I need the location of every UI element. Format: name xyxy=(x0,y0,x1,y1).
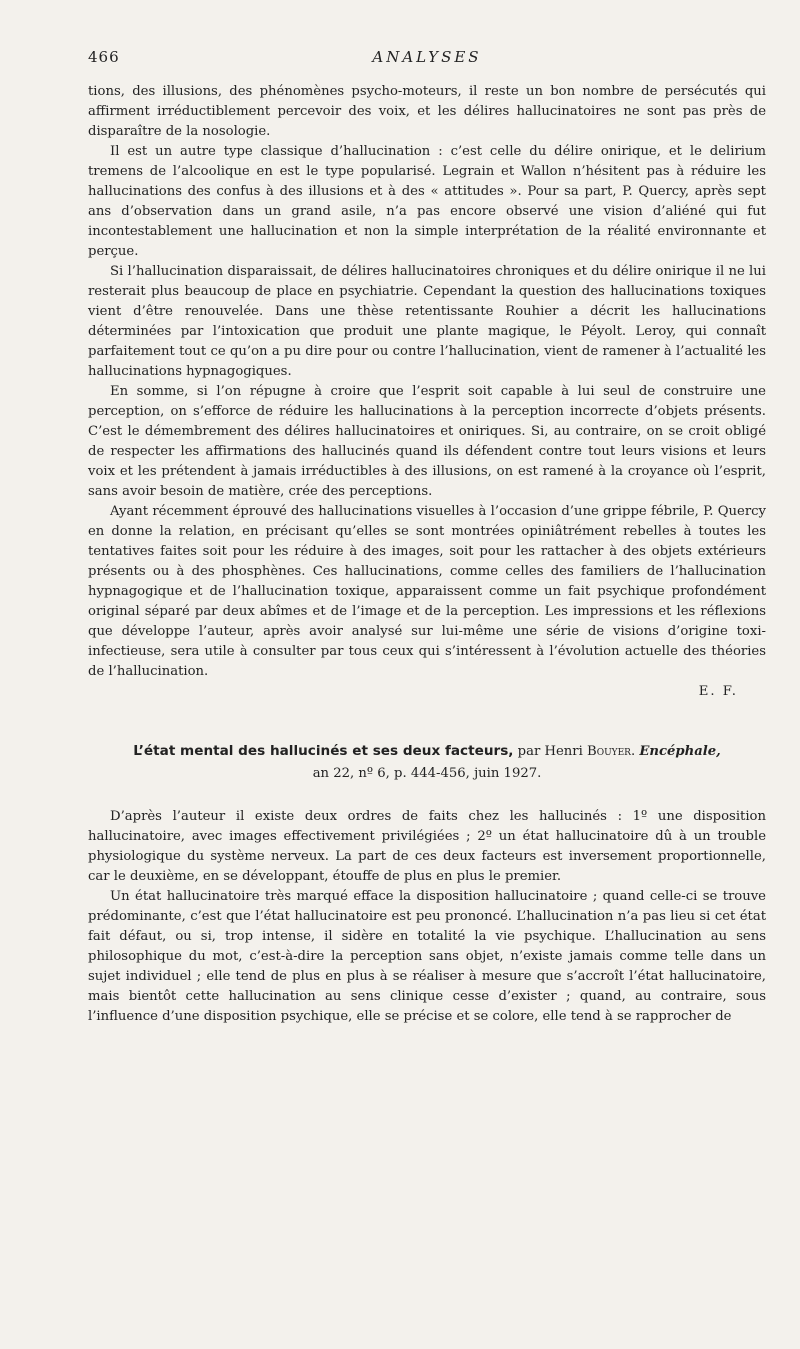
running-title: ANALYSES xyxy=(372,48,482,66)
review1-paragraph: Si l’hallucination disparaissait, de délires hallucinatoires chroniques et du délire onirique il ne lui resterait plus beaucoup de place en psychiatrie. Cependant la question des hallucinations toxiques vient d’être renouvelée. Dans une thèse retentissante Rouhier a décrit les hallucinations déterminées par l’intoxication que produit une plante magique, le Péyolt. Leroy, qui connaît parfaitement tout ce qu’on a pu dire pour ou contre l’hallucination, vient de ramener à l’actualité les hallucinations hypnagogiques. xyxy=(88,264,766,379)
review2-paragraph: D’après l’auteur il existe deux ordres de faits chez les hallucinés : 1º une disposition hallucinatoire, avec images effectivement privilégiées ; 2º un état hallucinatoire dû à un trouble physiologique du système nerveux. La part de ces deux facteurs est inversement proportionnelle, car le deuxième, en se développant, étouffe de plus en plus le premier. xyxy=(88,809,766,884)
author-first-name: Henri xyxy=(544,744,583,759)
journal-name: Encéphale, xyxy=(639,744,721,759)
author-last-name: Bouyer. xyxy=(587,744,636,759)
review1-paragraph: Il est un autre type classique d’hallucination : c’est celle du délire onirique, et le delirium tremens de l’alcoolique en est le type popularisé. Legrain et Wallon n’hésitent pas à réduire les hallucinations des confus à des illusions et à des « attitudes ». Pour sa part, P. Quercy, après sept ans d’observation dans un grand asile, n’a pas encore observé une vision d’aliéné qui fut incontestablement une hallucination et non la simple interprétation de la réalité environnante et perçue. xyxy=(88,144,766,259)
running-head xyxy=(88,48,766,82)
review1-signature: E. F. xyxy=(698,684,738,699)
article-heading xyxy=(88,740,766,785)
article-title: L’état mental des hallucinés et ses deux facteurs, xyxy=(133,743,514,759)
review1-paragraph: En somme, si l’on répugne à croire que l’esprit soit capable à lui seul de construire une perception, on s’efforce de réduire les hallucinations à la perception incorrecte d’objets présents. C’est le démembrement des délires hallucinatoires et oniriques. Si, au contraire, on se croit obligé de respecter les affirmations des hallucinés quand ils défendent contre tout leurs visions et leurs voix et les prétendent à jamais irréductibles à des illusions, on est ramené à la croyance où l’esprit, sans avoir besoin de matière, crée des perceptions. xyxy=(88,384,766,499)
article-citation: an 22, nº 6, p. 444-456, juin 1927. xyxy=(312,766,542,781)
review2-paragraph: Un état hallucinatoire très marqué efface la disposition hallucinatoire ; quand celle-ci se trouve prédominante, c’est que l’état hallucinatoire est peu prononcé. L’hallucination n’a pas lieu si cet état fait défaut, ou si, trop intense, il sidère en totalité la vie psychique. L’hallucination au sens philosophique du mot, c’est-à-dire la perception sans objet, n’existe jamais comme telle dans un sujet individuel ; elle tend de plus en plus à se réaliser à mesure que s’accroît l’état hallucinatoire, mais bientôt cette hallucination au sens clinique cesse d’exister ; quand, au contraire, sous l’influence d’une disposition psychique, elle se précise et se colore, elle tend à se rapprocher de xyxy=(88,889,766,1024)
article-by: par xyxy=(517,744,541,759)
review1-paragraph: tions, des illusions, des phénomènes psycho-moteurs, il reste un bon nombre de persécutés qui affirment irréductiblement percevoir des voix, et les délires hallucinatoires ne sont pas près de disparaître de la nosologie. xyxy=(88,84,766,139)
review1-paragraph: Ayant récemment éprouvé des hallucinations visuelles à l’occasion d’une grippe fébrile, P. Quercy en donne la relation, en précisant qu’elles se sont montrées opiniâtrément rebelles à toutes les tentatives faites soit pour les réduire à des images, soit pour les rattacher à des objets extérieurs présents ou à des phosphènes. Ces hallucinations, comme celles des familiers de l’hallucination hypnagogique et de l’hallucination toxique, apparaissent comme un fait psychique profondément original séparé par deux abîmes et de l’image et de la perception. Les impressions et les réflexions que développe l’auteur, après avoir analysé sur lui-même une série de visions d’origine toxi-infectieuse, sera utile à consulter par tous ceux qui s’intéressent à l’évolution actuelle des théories de l’hallucination. xyxy=(88,504,766,679)
page-number: 466 xyxy=(88,48,120,66)
